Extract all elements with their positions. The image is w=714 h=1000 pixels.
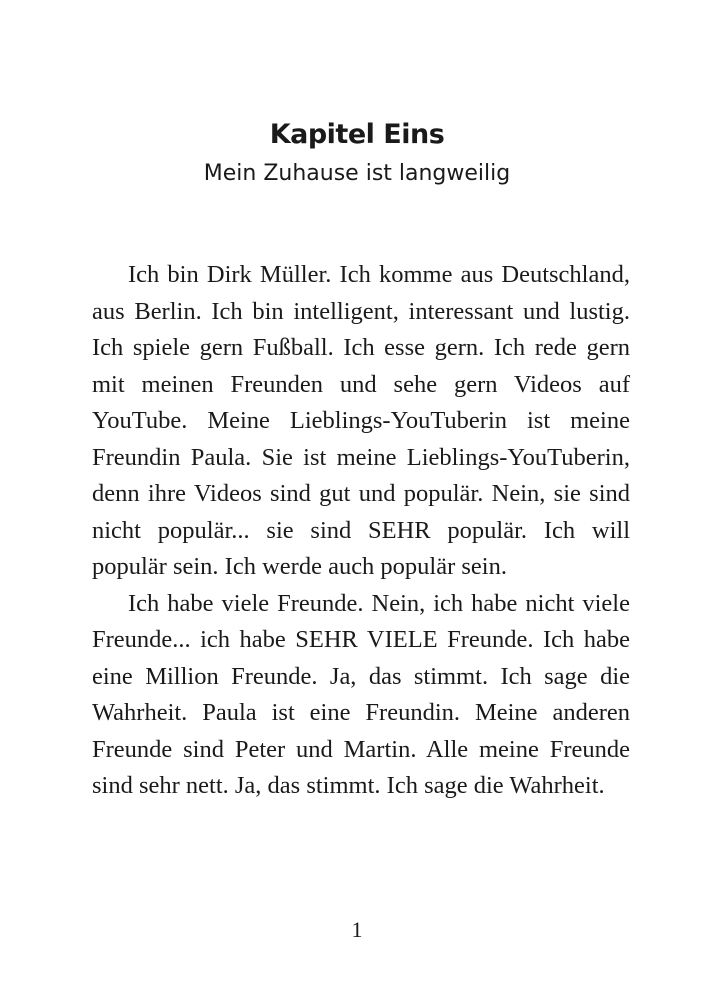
paragraph: Ich habe viele Freunde. Nein, ich habe nicht viele Freunde... ich habe SEHR VIELE Freunde. Ich habe eine Million Freunde. Ja, das stimmt. Ich sage die Wahrheit. Paula ist eine Freundin. Meine anderen Freunde sind Peter und Martin. Alle meine Freunde sind sehr nett. Ja, das stimmt. Ich sage die Wahrheit. — [92, 589, 630, 799]
chapter-body — [92, 257, 630, 805]
chapter-title: Kapitel Eins — [269, 119, 445, 150]
chapter-subtitle: Mein Zuhause ist langweilig — [203, 161, 511, 186]
page-number: 1 — [351, 917, 363, 942]
paragraph: Ich bin Dirk Müller. Ich komme aus Deutschland, aus Berlin. Ich bin intelligent, interessant und lustig. Ich spiele gern Fußball. Ich esse gern. Ich rede gern mit meinen Freunden und sehe gern Videos auf YouTube. Meine Lieblings-YouTuberin ist meine Freundin Paula. Sie ist meine Lieblings-YouTuberin, denn ihre Videos sind gut und populär. Nein, sie sind nicht populär... sie sind SEHR populär. Ich will populär sein. Ich werde auch populär sein. — [92, 261, 630, 580]
